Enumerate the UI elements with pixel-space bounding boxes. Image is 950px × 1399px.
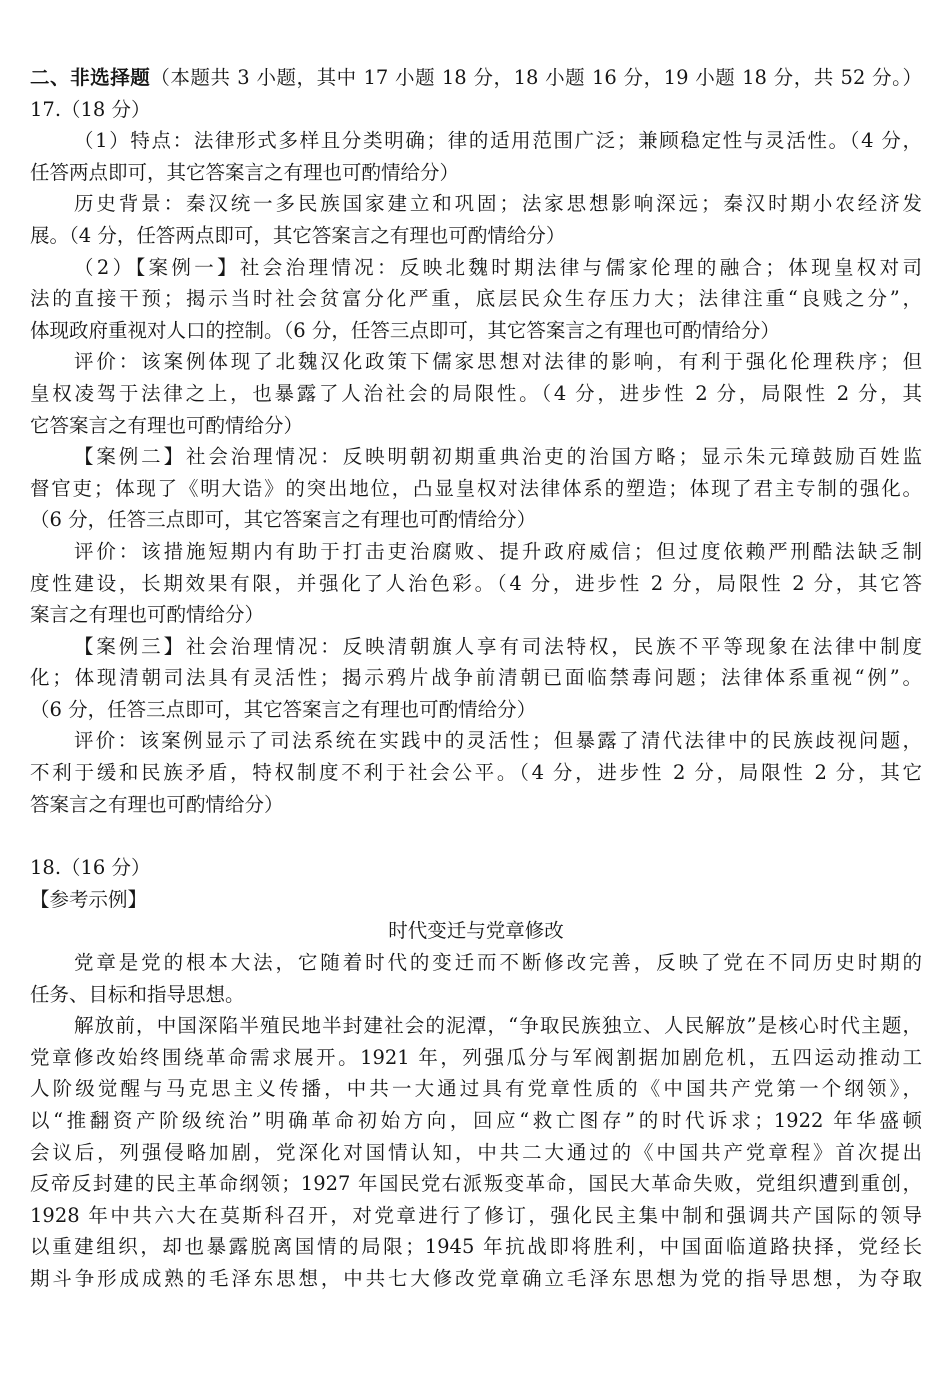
q17-line: 法的直接干预；揭示当时社会贫富分化严重，底层民众生存压力大；法律注重“良贱之分”， (30, 287, 922, 311)
section-heading-note: （本题共 3 小题，其中 17 小题 18 分，18 小题 16 分，19 小题 18 分，共 52 分。） (150, 66, 922, 89)
q18-line: 解放前，中国深陷半殖民地半封建社会的泥潭，“争取民族独立、人民解放”是核心时代主题， (74, 1014, 922, 1038)
q17-line: 展。（4 分，任答两点即可，其它答案言之有理也可酌情给分） (30, 223, 566, 247)
q18-line: 以“推翻资产阶级统治”明确革命初始方向，回应“救亡图存”的时代诉求；1922 年华盛顿 (30, 1109, 922, 1132)
q17-line: （2）【案例一】社会治理情况：反映北魏时期法律与儒家伦理的融合；体现皇权对司 (74, 255, 922, 279)
q18-title: 18.（16 分） (30, 856, 151, 880)
q17-line: 评价：该措施短期内有助于打击吏治腐败、提升政府威信；但过度依赖严刑酷法缺乏制 (74, 539, 922, 563)
q17-line: 不利于缓和民族矛盾，特权制度不利于社会公平。（4 分，进步性 2 分，局限性 2 分，其它 (30, 761, 922, 785)
q17-line: 皇权凌驾于法律之上，也暴露了人治社会的局限性。（4 分，进步性 2 分，局限性 2 分，其 (30, 381, 922, 405)
q17-line: 答案言之有理也可酌情给分） (30, 792, 284, 816)
q17-line: 度性建设，长期效果有限，并强化了人治色彩。（4 分，进步性 2 分，局限性 2 分，其它答 (30, 571, 922, 595)
q17-line: 历史背景：秦汉统一多民族国家建立和巩固；法家思想影响深远；秦汉时期小农经济发 (74, 192, 922, 216)
q18-line: 人阶级觉醒与马克思主义传播，中共一大通过具有党章性质的《中国共产党第一个纲领》， (30, 1077, 922, 1101)
q17-line: 任答两点即可，其它答案言之有理也可酌情给分） (30, 160, 460, 184)
q17-line: 案言之有理也可酌情给分） (30, 603, 265, 627)
q18-line: 党章修改始终围绕革命需求展开。1921 年，列强瓜分与军阀割据加剧危机，五四运动推动工 (30, 1045, 922, 1069)
section-spacer (30, 820, 922, 852)
q17-line: 督官吏；体现了《明大诰》的突出地位，凸显皇权对法律体系的塑造；体现了君主专制的强化。 (30, 476, 922, 500)
q17-title: 17.（18 分） (30, 97, 151, 121)
q17-line: 体现政府重视对人口的控制。（6 分，任答三点即可，其它答案言之有理也可酌情给分） (30, 318, 780, 342)
q18-line: 党章是党的根本大法，它随着时代的变迁而不断修改完善，反映了党在不同历史时期的 (74, 951, 922, 975)
q18-line: 会议后，列强侵略加剧，党深化对国情认知，中共二大通过的《中国共产党章程》首次提出 (30, 1140, 922, 1164)
q17-line: （6 分，任答三点即可，其它答案言之有理也可酌情给分） (30, 508, 537, 532)
q18-line: 任务、目标和指导思想。 (30, 982, 245, 1006)
q18-line: 1928 年中共六大在莫斯科召开，对党章进行了修订，强化民主集中制和强调共产国际的领导 (30, 1203, 922, 1227)
q17-line: 评价：该案例显示了司法系统在实践中的灵活性；但暴露了清代法律中的民族歧视问题， (74, 729, 922, 753)
q17-line: 评价：该案例体现了北魏汉化政策下儒家思想对法律的影响，有利于强化伦理秩序；但 (74, 350, 922, 374)
section-heading (30, 62, 922, 94)
q17-line: 【案例三】社会治理情况：反映清朝旗人享有司法特权，民族不平等现象在法律中制度 (74, 634, 922, 658)
q17-line: 【案例二】社会治理情况：反映明朝初期重典治吏的治国方略；显示朱元璋鼓励百姓监 (74, 445, 922, 469)
q17-line: （6 分，任答三点即可，其它答案言之有理也可酌情给分） (30, 697, 537, 721)
q18-line: 以重建组织，却也暴露脱离国情的局限；1945 年抗战即将胜利，中国面临道路抉择，党经长 (30, 1235, 922, 1259)
q18-essay-title: 时代变迁与党章修改 (388, 919, 564, 943)
q17-line: 化；体现清朝司法具有灵活性；揭示鸦片战争前清朝已面临禁毒问题；法律体系重视“例”。 (30, 666, 922, 690)
section-heading-label: 二、非选择题 (30, 66, 151, 89)
q18-reference-label: 【参考示例】 (30, 887, 148, 911)
q18-line: 期斗争形成成熟的毛泽东思想，中共七大修改党章确立毛泽东思想为党的指导思想，为夺取 (30, 1266, 922, 1290)
q18-line: 反帝反封建的民主革命纲领；1927 年国民党右派叛变革命，国民大革命失败，党组织遭到重创， (30, 1172, 922, 1196)
q17-line: 它答案言之有理也可酌情给分） (30, 413, 304, 437)
q17-line: （1）特点：法律形式多样且分类明确；律的适用范围广泛；兼顾稳定性与灵活性。（4 分， (74, 129, 922, 153)
